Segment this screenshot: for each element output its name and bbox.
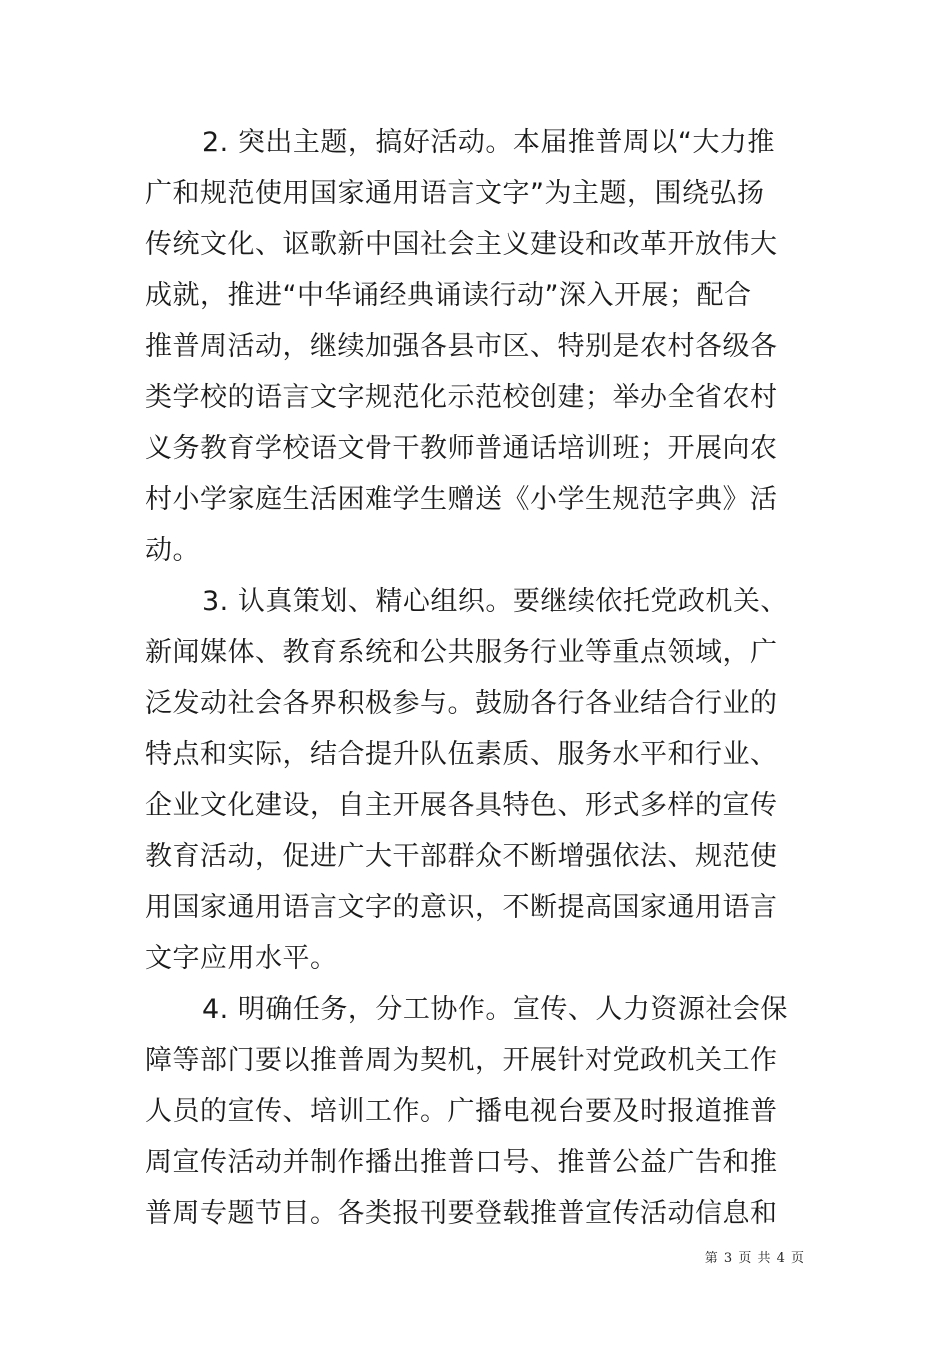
text-line: 新闻媒体、教育系统和公共服务行业等重点领域，广 <box>145 637 778 668</box>
text-line: 义务教育学校语文骨干教师普通话培训班；开展向农 <box>145 433 778 464</box>
text-line: 3. 认真策划、精心组织。要继续依托党政机关、 <box>202 586 788 617</box>
text-line: 推普周活动，继续加强各县市区、特别是农村各级各 <box>145 331 778 362</box>
text-line: 周宣传活动并制作播出推普口号、推普公益广告和推 <box>145 1147 778 1178</box>
text-line: 类学校的语言文字规范化示范校创建；举办全省农村 <box>145 382 778 413</box>
text-line: 人员的宣传、培训工作。广播电视台要及时报道推普 <box>145 1096 778 1127</box>
paragraph-3 <box>145 576 788 984</box>
text-line: 成就，推进“中华诵经典诵读行动”深入开展；配合 <box>145 280 752 311</box>
text-line: 企业文化建设，自主开展各具特色、形式多样的宣传 <box>145 790 778 821</box>
paragraph-4 <box>145 984 788 1239</box>
text-line: 障等部门要以推普周为契机，开展针对党政机关工作 <box>145 1045 778 1076</box>
document-body <box>145 117 788 1239</box>
text-line: 特点和实际，结合提升队伍素质、服务水平和行业、 <box>145 739 778 770</box>
text-line: 4. 明确任务，分工协作。宣传、人力资源社会保 <box>202 994 788 1025</box>
page-number-footer: 第 3 页 共 4 页 <box>704 1251 805 1266</box>
text-line: 村小学家庭生活困难学生赠送《小学生规范字典》活 <box>145 484 778 515</box>
text-line: 动。 <box>145 535 200 566</box>
paragraph-2 <box>145 117 778 576</box>
text-line: 教育活动，促进广大干部群众不断增强依法、规范使 <box>145 841 778 872</box>
text-line: 普周专题节目。各类报刊要登载推普宣传活动信息和 <box>145 1198 778 1229</box>
text-line: 文字应用水平。 <box>145 943 338 974</box>
text-line: 传统文化、讴歌新中国社会主义建设和改革开放伟大 <box>145 229 778 260</box>
text-line: 泛发动社会各界积极参与。鼓励各行各业结合行业的 <box>145 688 778 719</box>
text-line: 2. 突出主题，搞好活动。本届推普周以“大力推 <box>202 127 775 158</box>
text-line: 广和规范使用国家通用语言文字”为主题，围绕弘扬 <box>145 178 765 209</box>
text-line: 用国家通用语言文字的意识，不断提高国家通用语言 <box>145 892 778 923</box>
